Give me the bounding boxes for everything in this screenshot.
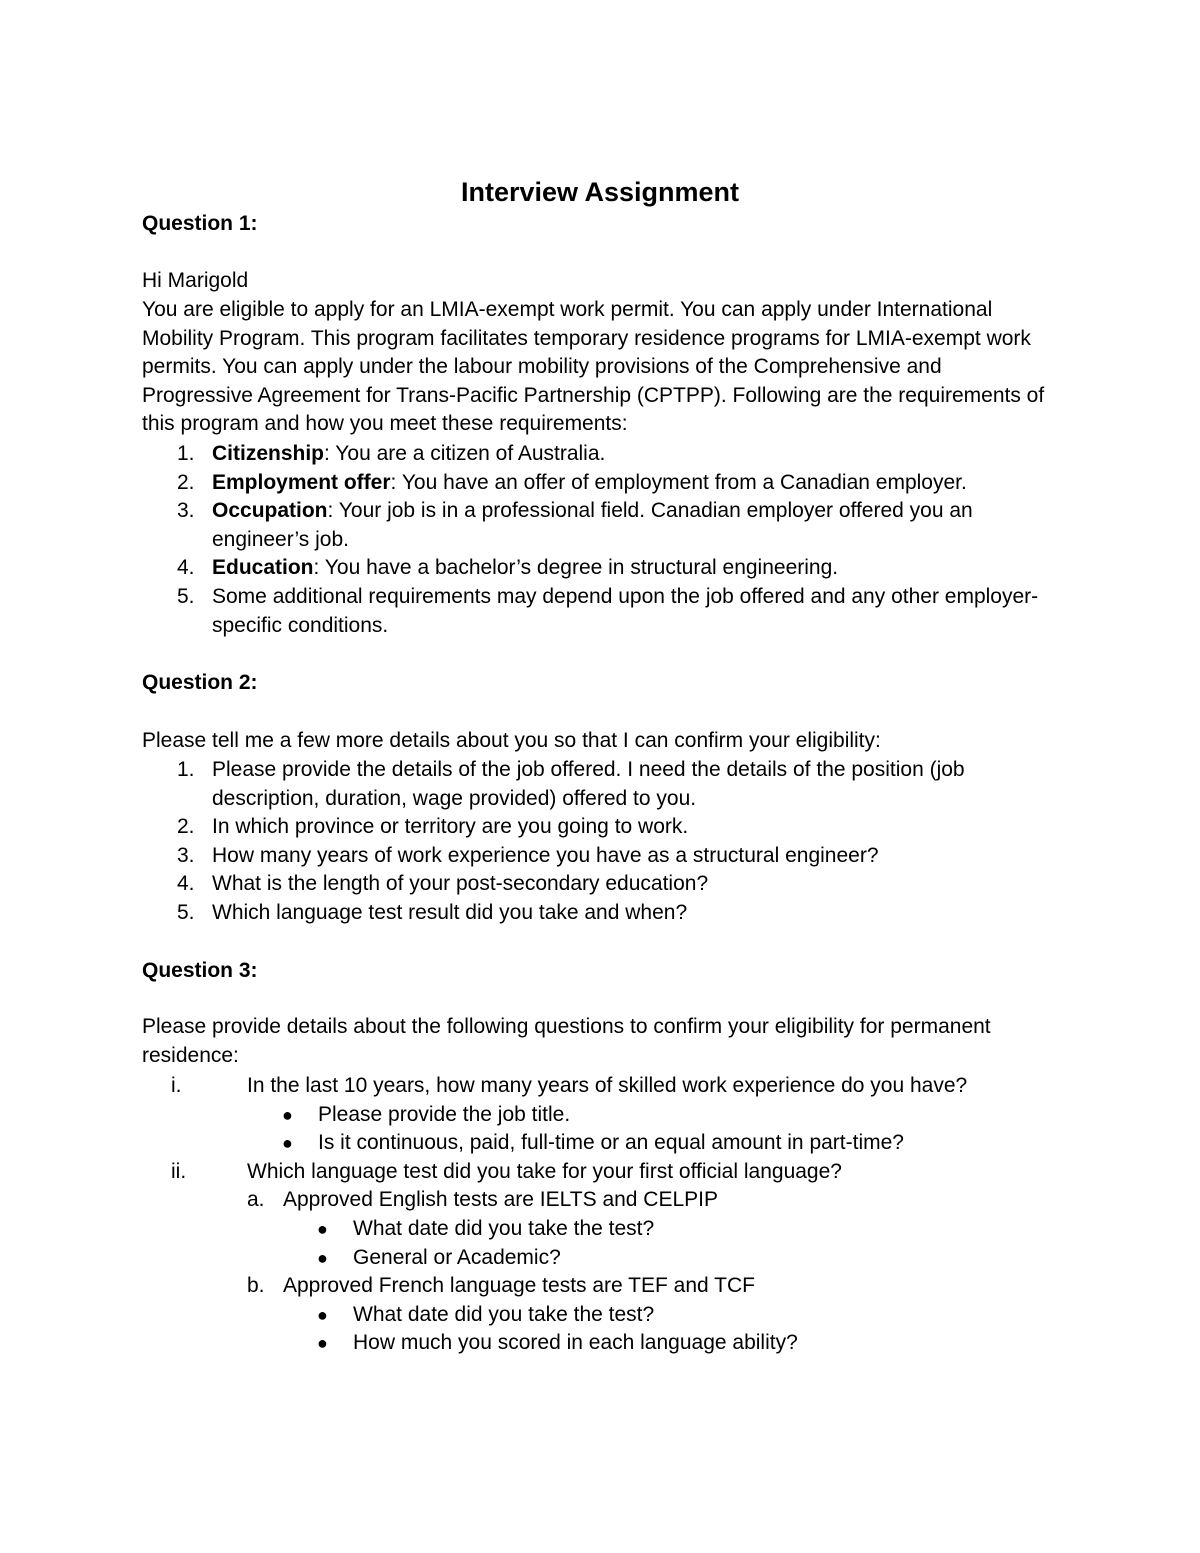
- bullet-icon: ●: [317, 1304, 328, 1325]
- q2-heading: Question 2:: [142, 671, 258, 694]
- list-marker: 4.: [177, 556, 195, 580]
- item-text: In the last 10 years, how many years of skilled work experience do you have?: [247, 1074, 968, 1097]
- list-marker: 2.: [177, 470, 195, 494]
- list-marker: 2.: [177, 815, 195, 839]
- bullet-item: [142, 1329, 1057, 1358]
- bullet-icon: ●: [282, 1133, 293, 1154]
- q1-paragraph: You are eligible to apply for an LMIA-exempt work permit. You can apply under International Mobility Program. This program facilitates temporary residence programs for LMIA-exempt work permits. You can apply under the labour mobility provisions of the Comprehensive and Progressive Agreement for Trans-Pacific Partnership (CPTPP). Following are the requirements of this program and how you meet these requirements:: [142, 298, 1045, 436]
- list-item: [142, 842, 1057, 871]
- item-label: Education: [212, 556, 314, 580]
- list-item: [142, 469, 1057, 498]
- item-text: Please provide the job title.: [318, 1102, 571, 1126]
- alpha-marker: a.: [247, 1188, 265, 1212]
- bullet-icon: ●: [282, 1104, 293, 1125]
- bullet-item: [142, 1215, 1057, 1244]
- list-marker: 4.: [177, 872, 195, 896]
- q3-questions-list: [142, 1072, 1057, 1358]
- list-item: [142, 899, 1057, 928]
- item-text: : You have an offer of employment from a Canadian employer.: [390, 470, 967, 494]
- list-item: [142, 583, 1057, 640]
- q2-intro: Please tell me a few more details about you so that I can confirm your eligibility:: [142, 729, 881, 752]
- list-marker: 5.: [177, 584, 195, 608]
- bullet-item: [142, 1101, 1057, 1130]
- bullet-icon: ●: [317, 1247, 328, 1268]
- item-label: Employment offer: [212, 470, 391, 494]
- q3-heading: Question 3:: [142, 959, 258, 982]
- item-label: Occupation: [212, 499, 328, 523]
- list-item: [142, 554, 1057, 583]
- bullet-icon: ●: [317, 1333, 328, 1354]
- list-item: [142, 813, 1057, 842]
- item-text: : You have a bachelor’s degree in structural engineering.: [313, 556, 839, 580]
- item-text: General or Academic?: [353, 1245, 561, 1269]
- item-text: Approved English tests are IELTS and CELPIP: [283, 1188, 719, 1212]
- item-text: Please provide the details of the job offered. I need the details of the position (job description, duration, wage provided) offered to you.: [212, 758, 965, 810]
- document-title: Interview Assignment: [460, 177, 740, 207]
- item-text: Which language test result did you take and when?: [212, 900, 688, 924]
- item-text: How much you scored in each language ability?: [353, 1331, 798, 1355]
- list-item: [142, 756, 1057, 813]
- item-text: : Your job is in a professional field. Canadian employer offered you an engineer’s job.: [212, 499, 973, 551]
- item-label: Citizenship: [212, 442, 325, 465]
- sub-item: [142, 1272, 1057, 1301]
- list-item: [142, 1072, 1057, 1101]
- item-text: What date did you take the test?: [353, 1302, 655, 1326]
- list-marker: 5.: [177, 900, 195, 924]
- alpha-marker: b.: [247, 1274, 265, 1298]
- bullet-item: [142, 1129, 1057, 1158]
- list-item: [142, 870, 1057, 899]
- list-marker: 1.: [177, 758, 195, 781]
- bullet-item: [142, 1244, 1057, 1273]
- item-text: What is the length of your post-secondary education?: [212, 872, 709, 896]
- item-text: In which province or territory are you going to work.: [212, 815, 689, 839]
- q1-requirements-list: [142, 440, 1057, 640]
- list-marker: 3.: [177, 843, 195, 867]
- bullet-item: [142, 1301, 1057, 1330]
- list-item: [142, 1158, 1057, 1187]
- q1-greeting: Hi Marigold: [142, 269, 249, 292]
- q2-details-list: [142, 756, 1057, 928]
- list-item: [142, 440, 1057, 469]
- list-item: [142, 497, 1057, 554]
- q1-heading: Question 1:: [142, 212, 258, 235]
- item-text: How many years of work experience you have as a structural engineer?: [212, 843, 879, 867]
- roman-marker: ii.: [171, 1159, 187, 1183]
- item-text: : You are a citizen of Australia.: [324, 442, 606, 465]
- roman-marker: i.: [171, 1074, 182, 1097]
- item-text: Some additional requirements may depend upon the job offered and any other employer-specific conditions.: [212, 584, 1039, 637]
- item-text: Which language test did you take for your first official language?: [247, 1159, 842, 1183]
- list-marker: 1.: [177, 442, 195, 465]
- item-text: Approved French language tests are TEF and TCF: [283, 1274, 755, 1298]
- item-text: What date did you take the test?: [353, 1216, 655, 1240]
- bullet-icon: ●: [317, 1218, 328, 1239]
- q3-intro: Please provide details about the following questions to confirm your eligibility for permanent residence:: [142, 1015, 991, 1067]
- sub-item: [142, 1186, 1057, 1215]
- list-marker: 3.: [177, 499, 195, 523]
- item-text: Is it continuous, paid, full-time or an equal amount in part-time?: [318, 1131, 904, 1155]
